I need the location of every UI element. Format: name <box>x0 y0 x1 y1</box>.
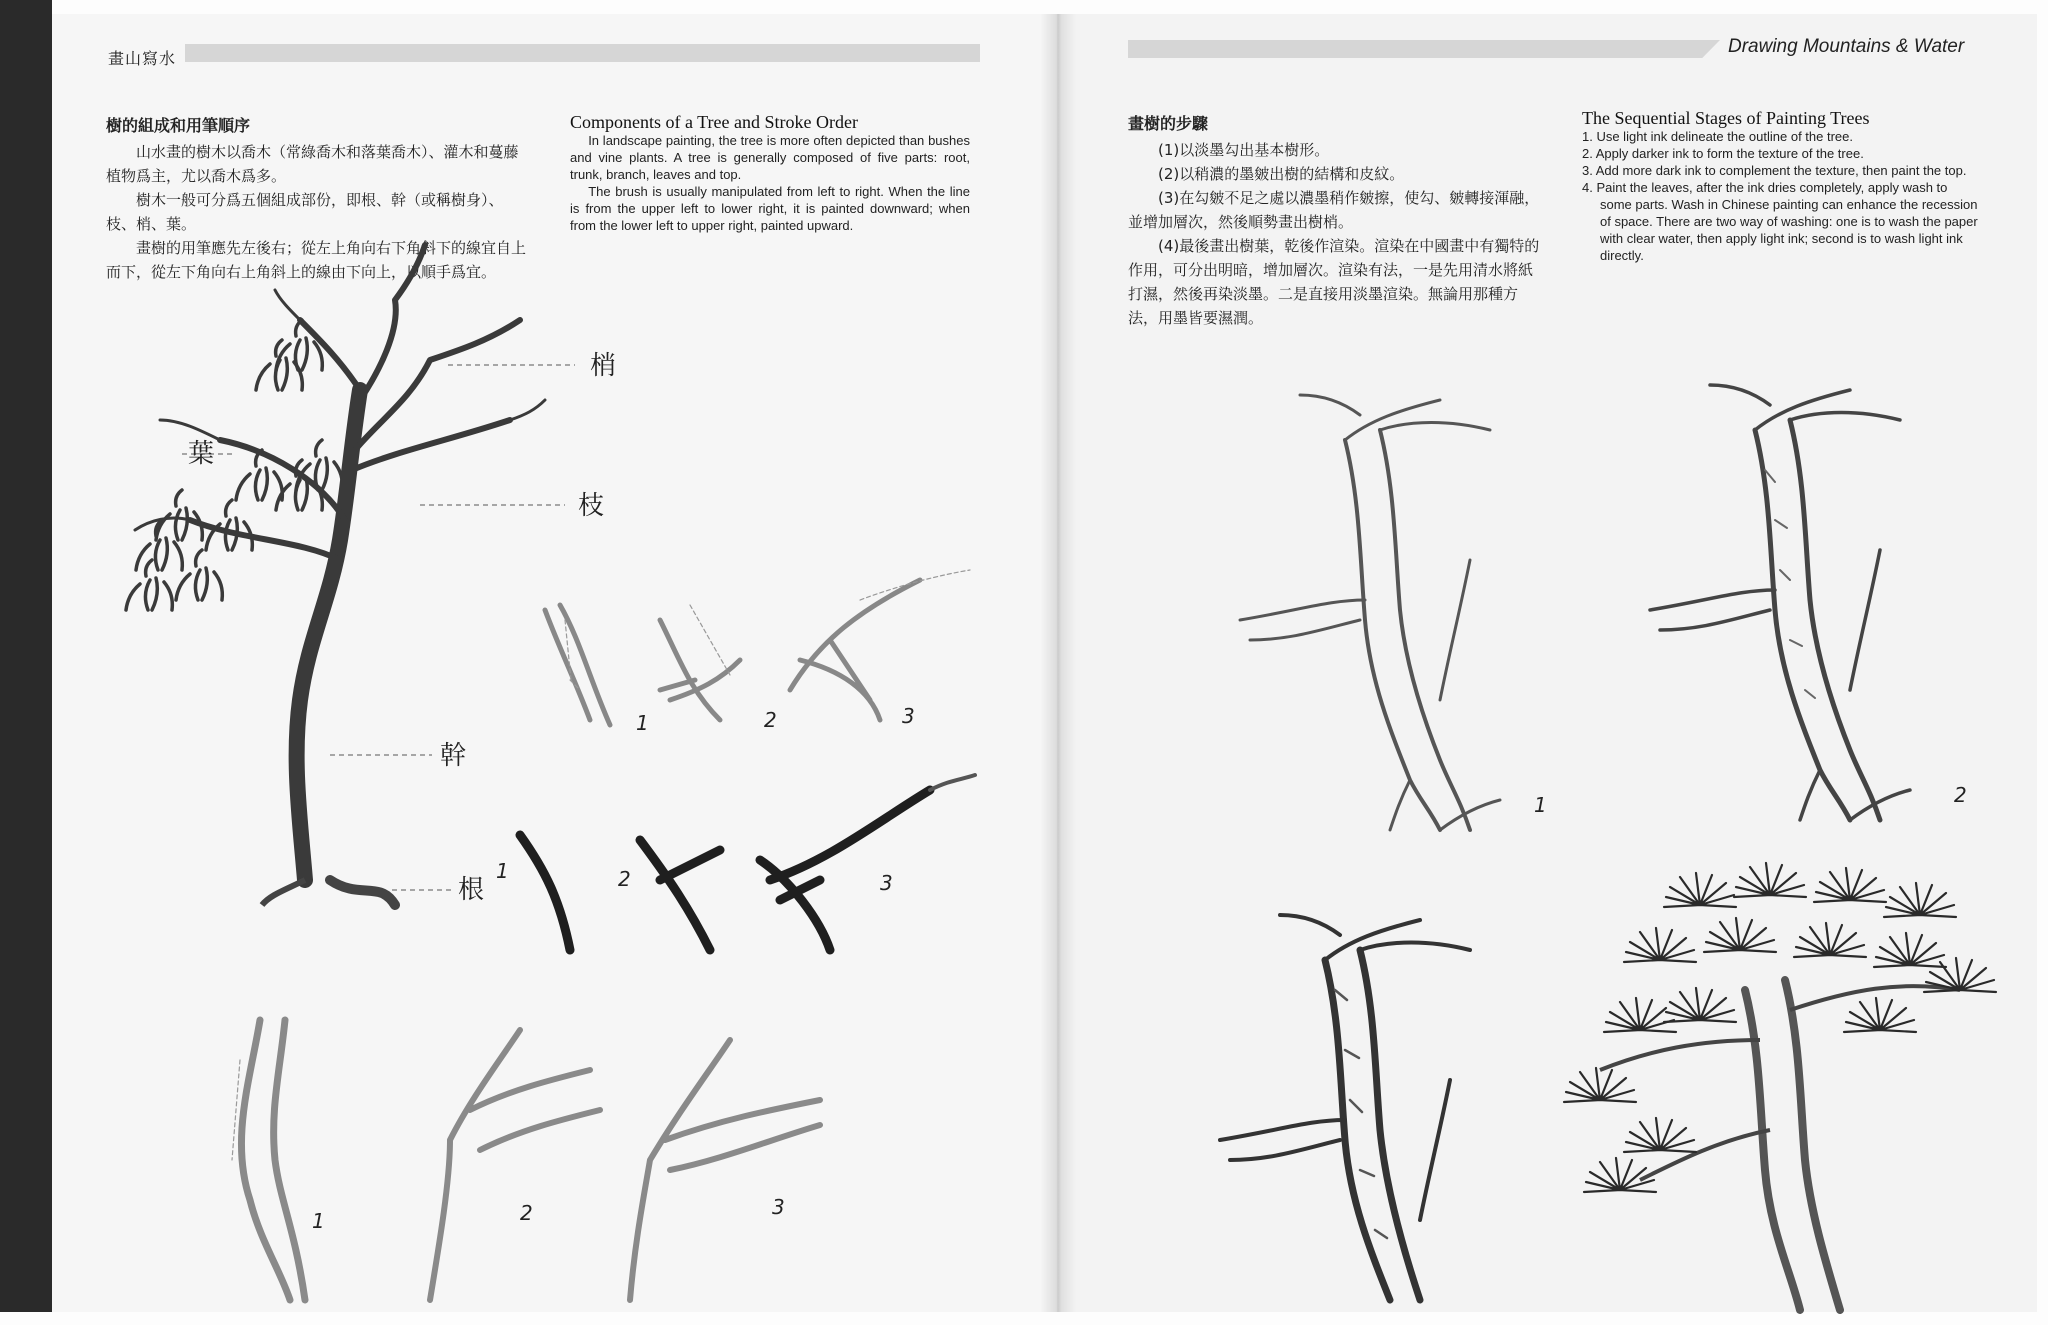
step-number: 1 <box>312 1209 325 1233</box>
right-chinese-step: (1)以淡墨勾出基本樹形。 <box>1158 141 1330 159</box>
step-number: 1 <box>636 711 649 735</box>
left-chinese-paragraph: 畫樹的用筆應先左後右；從左上角向右下角斜下的線宜自上而下，從左下角向右上角斜上的線由下向上，以順手爲宜。 <box>106 239 527 281</box>
right-english-step: 2. Apply darker ink to form the texture of the tree. <box>1582 146 1864 161</box>
right-chinese-step: (4)最後畫出樹葉，乾後作渲染。渲染在中國畫中有獨特的作用，可分出明暗，增加層次。渲染有法，一是先用清水將紙打濕，然後再染淡墨。二是直接用淡墨渲染。無論用那種方法，用墨皆要濕潤。 <box>1128 237 1540 327</box>
step-number: 2 <box>618 867 631 891</box>
stage-number: 2 <box>1954 783 1967 807</box>
left-chinese-paragraph: 山水畫的樹木以喬木（常綠喬木和落葉喬木）、灌木和蔓藤植物爲主，尤以喬木爲多。 <box>106 143 519 185</box>
labeled-tree-illustration <box>126 245 616 905</box>
step-number: 3 <box>880 871 893 895</box>
label-trunk: 幹 <box>440 741 467 771</box>
right-english-title: The Sequential Stages of Painting Trees <box>1582 108 1870 128</box>
stage-3-tree <box>1220 915 1470 1300</box>
stage-1-tree <box>1240 395 1500 830</box>
step-number: 3 <box>772 1195 785 1219</box>
step-number: 3 <box>902 704 915 728</box>
right-english-step: 1. Use light ink delineate the outline of the tree. <box>1582 129 1854 144</box>
label-top: 梢 <box>590 351 617 381</box>
left-english-paragraph: In landscape painting, the tree is more often depicted than bushes and vine plants. A tree is generally composed of five parts: root, trunk, branch, leaves and top. <box>570 133 970 182</box>
step-number: 2 <box>764 708 777 732</box>
stroke-order-row-2 <box>520 775 975 950</box>
stage-4-pine-tree <box>1564 863 1996 1310</box>
right-chinese-title: 畫樹的步驟 <box>1128 114 1209 133</box>
step-number: 1 <box>496 859 509 883</box>
stage-2-tree <box>1650 385 1910 820</box>
stroke-order-row-1 <box>545 570 970 725</box>
right-english-step: 4. Paint the leaves, after the ink dries completely, apply wash to some parts. Wash in Chinese painting can enhance the recession of space. There are two way of washing: one is to wash the paper with clear water, then apply light ink; second is to wash light ink directly. <box>1582 180 1978 263</box>
right-chinese-step: (2)以稍濃的墨皴出樹的結構和皮紋。 <box>1158 165 1405 183</box>
label-root: 根 <box>458 875 485 905</box>
label-leaves: 葉 <box>188 439 215 469</box>
stage-number: 1 <box>1534 793 1547 817</box>
left-chinese-paragraph: 樹木一般可分爲五個組成部份，即根、幹（或稱樹身）、枝、梢、葉。 <box>106 191 504 233</box>
left-chinese-title: 樹的組成和用筆順序 <box>106 116 251 135</box>
label-branch: 枝 <box>578 491 605 521</box>
right-running-head: Drawing Mountains & Water <box>1728 36 1965 57</box>
right-chinese-step: (3)在勾皴不足之處以濃墨稍作皴擦，使勾、皴轉接渾融，並增加層次，然後順勢畫出樹梢。 <box>1128 189 1540 231</box>
right-english-step: 3. Add more dark ink to complement the texture, then paint the top. <box>1582 163 1967 178</box>
left-english-title: Components of a Tree and Stroke Order <box>570 112 858 132</box>
step-number: 2 <box>520 1201 533 1225</box>
left-english-paragraph: The brush is usually manipulated from left to right. When the line is from the upper left to lower right, it is painted downward; when from the lower left to upper right, painted upward. <box>570 184 970 233</box>
stroke-order-row-3 <box>232 1020 820 1300</box>
left-running-head: 畫山寫水 <box>108 49 177 68</box>
